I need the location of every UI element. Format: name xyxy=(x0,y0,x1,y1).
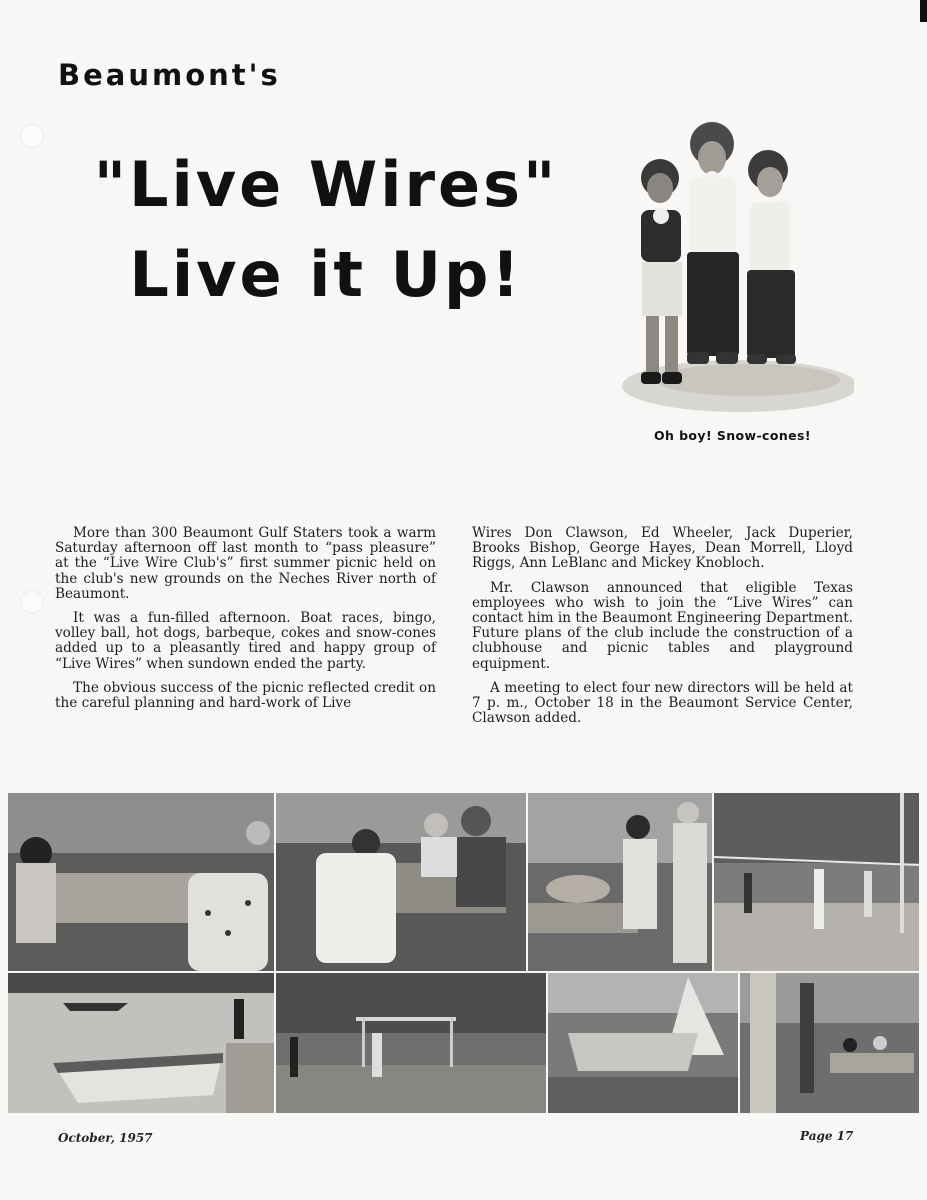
headline-line-1: "Live Wires" xyxy=(93,148,559,221)
article-paragraph: More than 300 Beaumont Gulf Staters took a warm Saturday afternoon off last month to “pass pleasure” at the “Live Wire Club's” first summer picnic held on the club's new grounds on the Neches River north of Beaumont. xyxy=(55,525,436,602)
article-column-right xyxy=(472,526,853,735)
photo-playground-swings xyxy=(276,973,546,1113)
article-column-left xyxy=(55,526,436,720)
binder-hole-middle xyxy=(20,590,44,614)
article-paragraph: The obvious success of the picnic reflected credit on the careful planning and hard-work of Live xyxy=(55,679,436,712)
photo-snowcone-stand xyxy=(528,793,712,971)
article-paragraph: A meeting to elect four new directors will be held at 7 p. m., October 18 in the Beaumont Service Center, Clawson added. xyxy=(472,679,853,727)
footer-date: October, 1957 xyxy=(58,1131,153,1145)
binder-hole-top xyxy=(20,124,44,148)
article-paragraph: Wires Don Clawson, Ed Wheeler, Jack Duperier, Brooks Bishop, George Hayes, Dean Morrell, Lloyd Riggs, Ann LeBlanc and Mickey Knobloch. xyxy=(472,525,853,572)
children-illustration xyxy=(608,118,854,414)
page-edge-mark xyxy=(920,0,927,22)
headline-line-2: Live it Up! xyxy=(129,238,523,311)
hero-photo-caption: Oh boy! Snow-cones! xyxy=(654,428,811,443)
photo-picnic-table-women xyxy=(8,793,274,971)
kicker-text: Beaumont's xyxy=(58,58,281,92)
picnic-photo-collage xyxy=(8,793,919,1113)
photo-volleyball-game xyxy=(714,793,919,971)
photo-boats-on-river xyxy=(8,973,274,1113)
headline xyxy=(86,140,566,320)
photo-picnic-grove xyxy=(740,973,919,1113)
article-paragraph: Mr. Clawson announced that eligible Texas employees who wish to join the “Live Wires” can contact him in the Beaumont Engineering Department. Future plans of the club include the construction of a clubhouse and picnic tables and playground equipment. xyxy=(472,579,853,672)
hero-photo-children-snowcones xyxy=(608,118,854,414)
footer-page-number: Page 17 xyxy=(800,1129,854,1143)
photo-bingo-table xyxy=(276,793,526,971)
article-paragraph: It was a fun-filled afternoon. Boat races, bingo, volley ball, hot dogs, barbeque, cokes and snow-cones added up to a pleasantly tired and happy group of “Live Wires” when sundown ended the party. xyxy=(55,610,436,672)
photo-sailboat xyxy=(548,973,738,1113)
